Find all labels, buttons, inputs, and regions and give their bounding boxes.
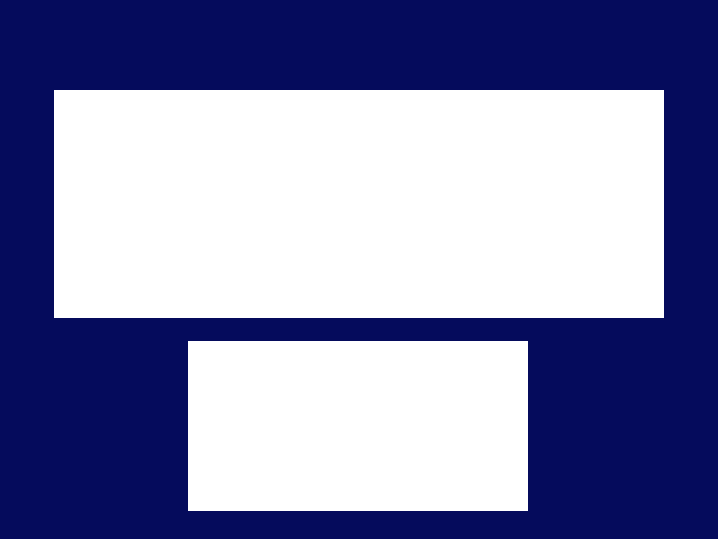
phase-relations-chart (188, 341, 528, 511)
figure-phase-relations (188, 341, 528, 511)
figure-raster-histograms (54, 90, 664, 318)
raster-histogram-chart (54, 90, 664, 318)
